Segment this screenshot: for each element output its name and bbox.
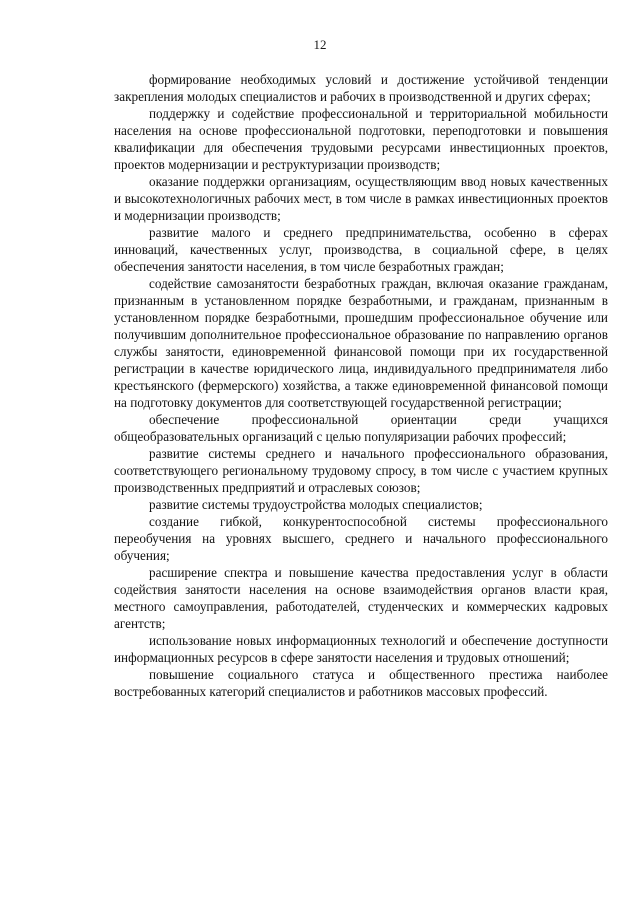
paragraph-5: содействие самозанятости безработных граждан, включая оказание гражданам, признанным в установленном порядке безработными, и гражданам, признанным в установленном порядке безработными, прошедшим профессиональное обучение или получившим дополнительное профессиональное образование по направлению органов службы занятости, единовременной финансовой помощи при их государственной регистрации в качестве юридического лица, индивидуального предпринимателя либо крестьянского (фермерского) хозяйства, а также единовременной финансовой помощи на подготовку документов для соответствующей государственной регистрации;	[114, 276, 608, 410]
paragraph-8: развитие системы трудоустройства молодых специалистов;	[149, 497, 483, 512]
paragraph-3: оказание поддержки организациям, осуществляющим ввод новых качественных и высокотехнологичных рабочих мест, в том числе в рамках инвестиционных проектов и модернизации производств;	[114, 174, 608, 223]
paragraph-11: использование новых информационных технологий и обеспечение доступности информационных ресурсов в сфере занятости населения и трудовых отношений;	[114, 633, 608, 665]
body-text	[114, 71, 608, 700]
paragraph-4: развитие малого и среднего предпринимательства, особенно в сферах инноваций, качественных услуг, производства, в социальной сфере, в целях обеспечения занятости населения, в том числе безработных граждан;	[114, 225, 608, 274]
paragraph-7: развитие системы среднего и начального профессионального образования, соответствующего региональному трудовому спросу, в том числе с участием крупных производственных предприятий и отраслевых союзов;	[114, 446, 608, 495]
paragraph-9: создание гибкой, конкурентоспособной системы профессионального переобучения на уровнях высшего, среднего и начального профессионального обучения;	[114, 514, 608, 563]
paragraph-12: повышение социального статуса и общественного престижа наиболее востребованных категорий специалистов и работников массовых профессий.	[114, 667, 608, 699]
paragraph-2: поддержку и содействие профессиональной и территориальной мобильности населения на основе профессиональной подготовки, переподготовки и повышения квалификации для обеспечения трудовыми ресурсами инвестиционных проектов, проектов модернизации и реструктуризации производств;	[114, 106, 608, 172]
page-number: 12	[313, 37, 327, 52]
paragraph-6: обеспечение профессиональной ориентации среди учащихся общеобразовательных организаций с целью популяризации рабочих профессий;	[114, 412, 608, 444]
paragraph-10: расширение спектра и повышение качества предоставления услуг в области содействия занятости населения на основе взаимодействия органов власти края, местного самоуправления, работодателей, студенческих и коммерческих кадровых агентств;	[114, 565, 608, 631]
paragraph-1: формирование необходимых условий и достижение устойчивой тенденции закрепления молодых специалистов и рабочих в производственной и других сферах;	[114, 72, 608, 104]
